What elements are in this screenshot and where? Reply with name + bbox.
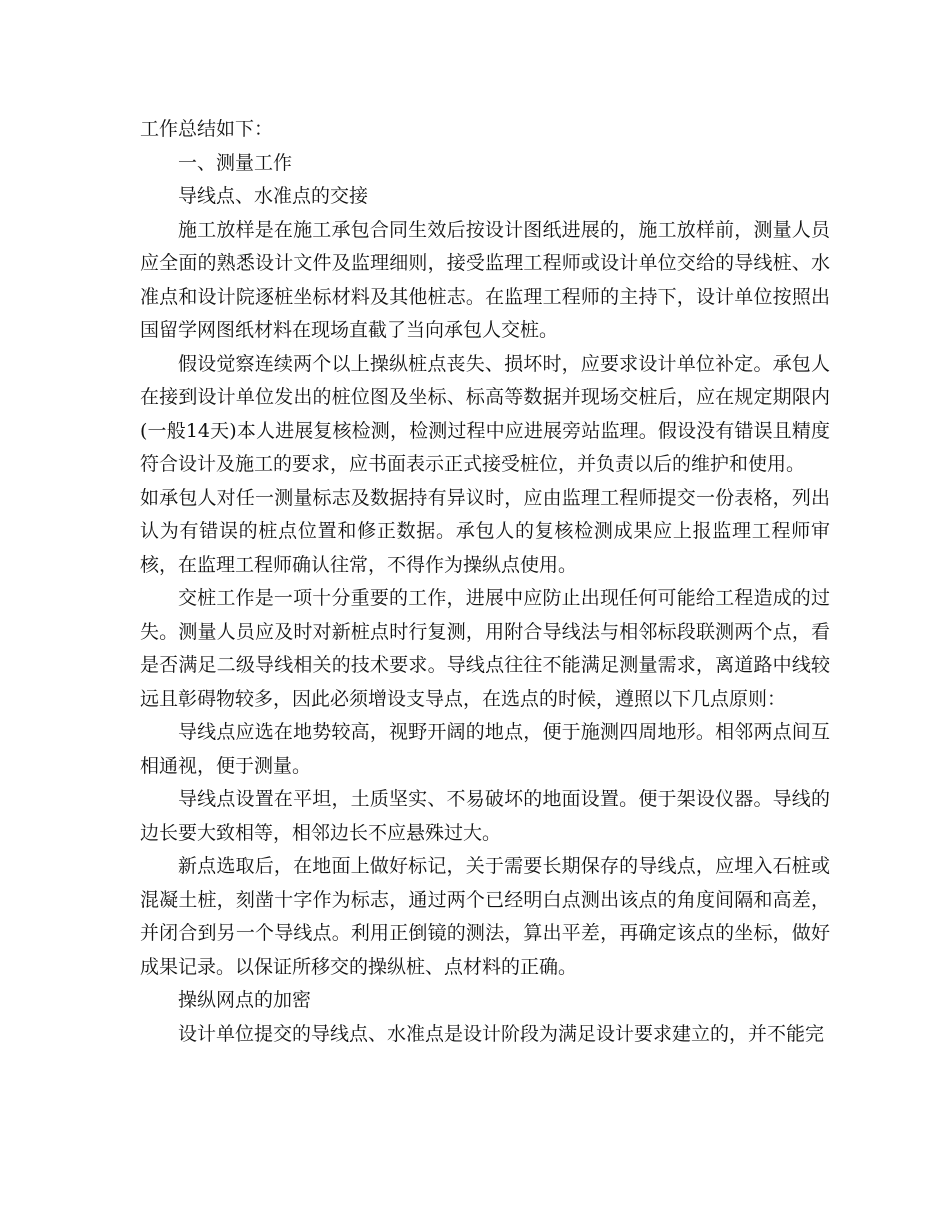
paragraph: 交桩工作是一项十分重要的工作，进展中应防止出现任何可能给工程造成的过失。测量人员应及时对新桩点时行复测，用附合导线法与相邻标段联测两个点，看是否满足二级导线相关的技术要求。导线点往往不能满足测量需求，离道路中线较远且彰碍物较多，因此必须增设支导点，在选点的时候，遵照以下几点原则： bbox=[140, 587, 830, 710]
paragraph: 施工放样是在施工承包合同生效后按设计图纸进展的，施工放样前，测量人员应全面的熟悉设计文件及监理细则，接受监理工程师或设计单位交给的导线桩、水准点和设计院逐桩坐标材料及其他桩志。在监理工程师的主持下，设计单位按照出国留学网图纸材料在现场直截了当向承包人交桩。 bbox=[140, 218, 830, 341]
paragraph: 如承包人对任一测量标志及数据持有异议时，应由监理工程师提交一份表格，列出认为有错误的桩点位置和修正数据。承包人的复核检测成果应上报监理工程师审核，在监理工程师确认往常，不得作为操纵点使用。 bbox=[140, 486, 830, 576]
subheading-handover: 导线点、水准点的交接 bbox=[178, 185, 369, 207]
paragraph: 假设觉察连续两个以上操纵桩点丧失、损坏时，应要求设计单位补定。承包人在接到设计单位发出的桩位图及坐标、标高等数据并现场交桩后，应在规定期限内(一般14天)本人进展复核检测，检测过程中应进展旁站监理。假设没有错误且精度符合设计及施工的要求，应书面表示正式接受桩位，并负责以后的维护和使用。 bbox=[140, 352, 830, 475]
paragraph: 导线点应选在地势较高，视野开阔的地点，便于施测四周地形。相邻两点间互相通视，便于测量。 bbox=[140, 721, 830, 777]
paragraph: 导线点设置在平坦，土质坚实、不易破坏的地面设置。便于架设仪器。导线的边长要大致相等，相邻边长不应悬殊过大。 bbox=[140, 788, 830, 844]
intro-line: 工作总结如下： bbox=[140, 118, 274, 140]
section-heading: 一、测量工作 bbox=[178, 151, 293, 174]
subheading-densify: 操纵网点的加密 bbox=[178, 989, 312, 1011]
paragraph: 设计单位提交的导线点、水准点是设计阶段为满足设计要求建立的，并不能完 bbox=[178, 1022, 825, 1045]
paragraph: 新点选取后，在地面上做好标记，关于需要长期保存的导线点，应埋入石桩或混凝土桩，刻凿十字作为标志，通过两个已经明白点测出该点的角度间隔和高差，并闭合到另一个导线点。利用正倒镜的测法，算出平差，再确定该点的坐标，做好成果记录。以保证所移交的操纵桩、点材料的正确。 bbox=[140, 855, 830, 978]
document-body bbox=[140, 113, 830, 1051]
